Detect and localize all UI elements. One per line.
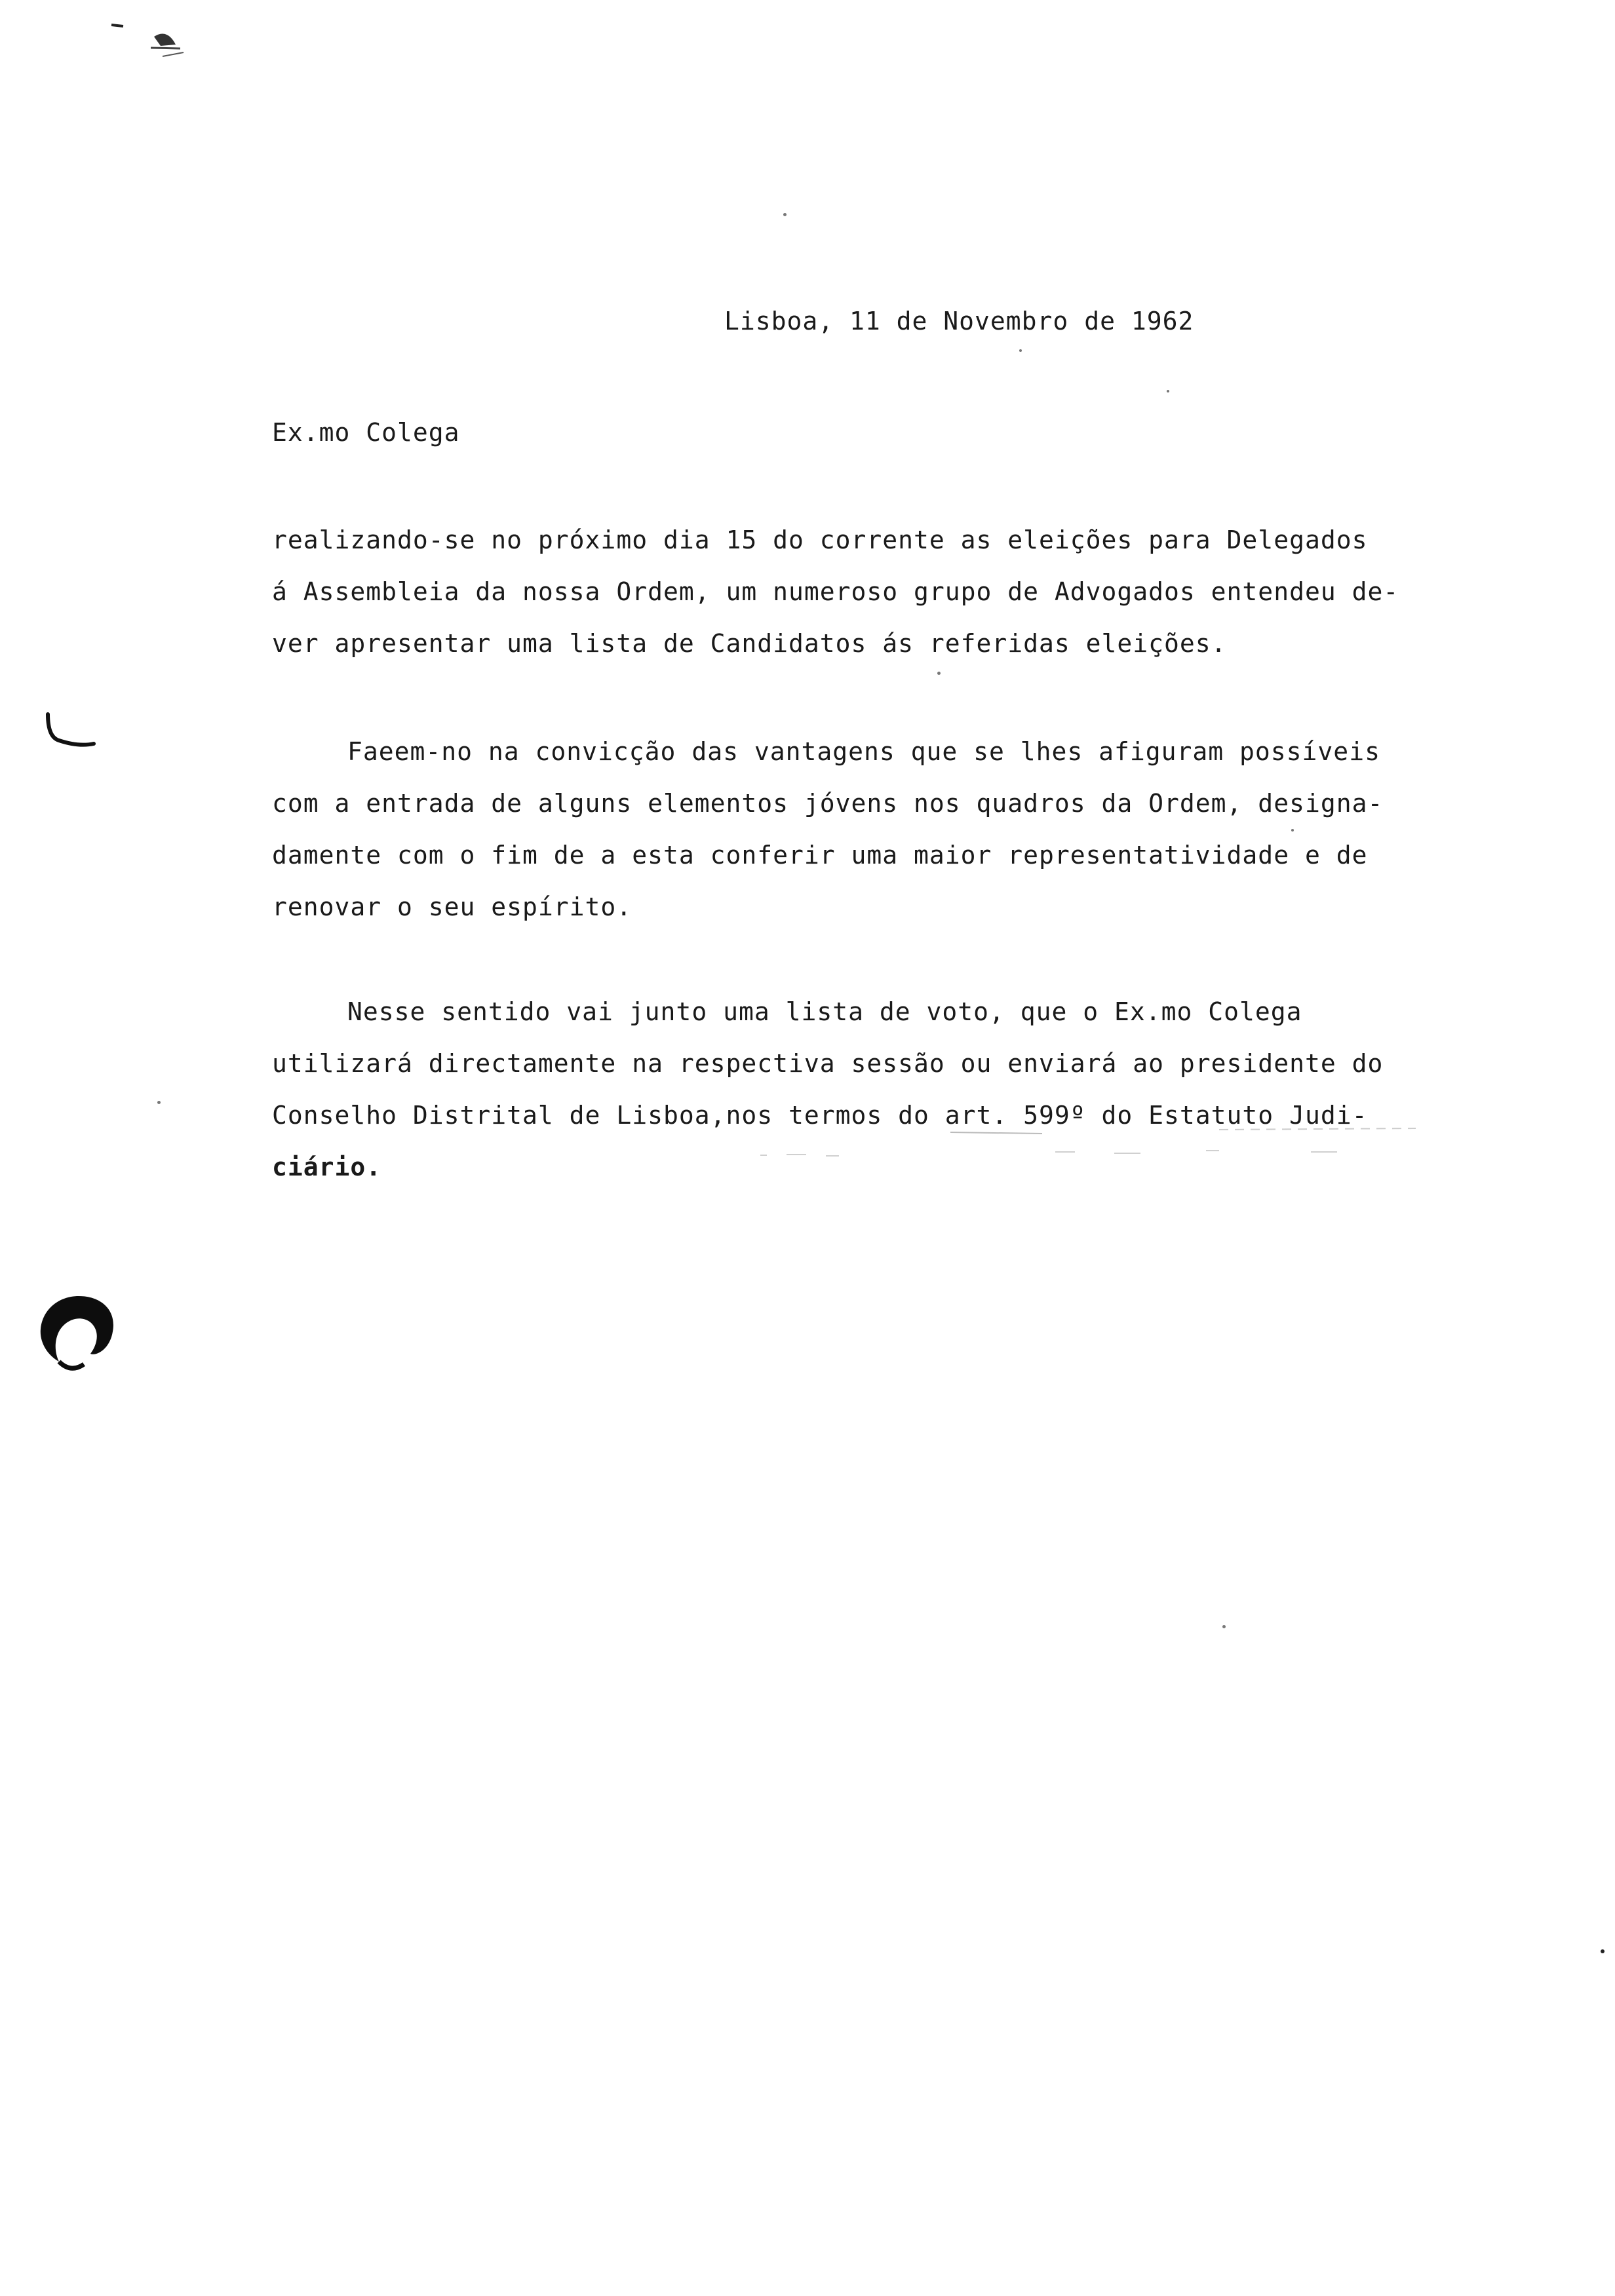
paper-speck: [783, 213, 787, 216]
letter-date: Lisboa, 11 de Novembro de 1962: [724, 307, 1194, 335]
paper-speck: [1019, 349, 1022, 352]
hole-punch-mark-icon: [33, 1291, 125, 1389]
paper-speck: [1222, 1625, 1226, 1628]
paragraph-line: Nesse sentido vai junto uma lista de voto, que o Ex.mo Colega: [347, 997, 1302, 1026]
paragraph-line: ciário.: [272, 1153, 382, 1181]
paper-speck: [1601, 1949, 1605, 1953]
paper-speck: [1167, 390, 1169, 392]
corner-bracket-mark-icon: [43, 711, 102, 757]
paragraph-line: com a entrada de alguns elementos jóvens nos quadros da Ordem, designa-: [272, 789, 1384, 818]
scribble-mark-icon: [105, 18, 197, 64]
paragraph-line: renovar o seu espírito.: [272, 892, 632, 921]
paragraph-line: á Assembleia da nossa Ordem, um numeroso grupo de Advogados entendeu de-: [272, 577, 1399, 606]
paper-speck: [157, 1101, 161, 1104]
letter-paragraph: [272, 726, 1384, 933]
paragraph-line: ver apresentar uma lista de Candidatos ás referidas eleições.: [272, 629, 1227, 658]
paper-speck: [937, 672, 941, 675]
paragraph-line: Conselho Distrital de Lisboa,nos termos do art. 599º do Estatuto Judi-: [272, 1101, 1368, 1130]
paragraph-line: damente com o fim de a esta conferir uma maior representatividade e de: [272, 841, 1368, 870]
letter-salutation: Ex.mo Colega: [272, 418, 460, 447]
paragraph-line: realizando-se no próximo dia 15 do corrente as eleições para Delegados: [272, 526, 1368, 554]
paragraph-line: Faeem-no na convicção das vantagens que se lhes afiguram possíveis: [347, 737, 1380, 766]
letter-paragraph: [272, 514, 1399, 670]
letter-paragraph: [272, 986, 1384, 1193]
paragraph-line: utilizará directamente na respectiva sessão ou enviará ao presidente do: [272, 1049, 1384, 1078]
